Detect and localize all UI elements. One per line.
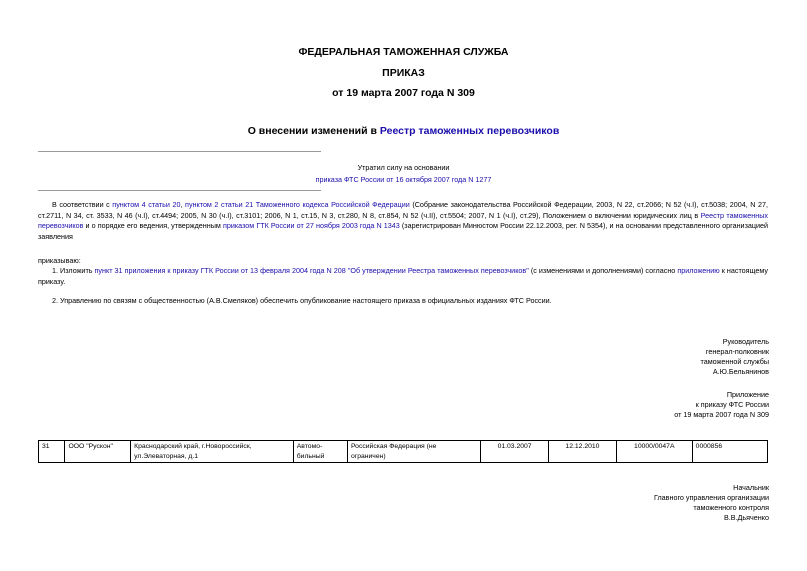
document-title [0,125,807,137]
item1-text: 1. Изложить [52,266,95,275]
appendix-title: Приложение [726,390,769,399]
signature-rank: генерал-полковник [705,347,769,356]
transport-type-line: Автомо- [296,443,323,450]
address-line: Краснодарский край, г.Новороссийск, [134,443,252,450]
status-note-link-row [0,174,807,186]
signature-name: А.Ю.Бельянинов [712,367,769,376]
item1-text: (с изменениями и дополнениями) согласно [528,266,678,275]
preamble-text: (зарегистрирован Минюстом России 22.12.2003, рег. N 5354), и на основании представленного организацией заявления [38,221,768,241]
zone-line: ограничен) [350,452,386,460]
transport-type-line: бильный [296,452,325,460]
appendix-header [674,390,769,420]
zone-line: Российская Федерация (не [350,443,437,450]
link-art20[interactable]: пунктом 4 статьи 20 [112,200,181,209]
agency-name: ФЕДЕРАЛЬНАЯ ТАМОЖЕННАЯ СЛУЖБА [298,46,509,58]
order-word: приказываю: [38,256,81,265]
preamble-text: В соответствии с [52,200,113,209]
cell-certificate: 0000856 [692,441,767,463]
title-prefix: О внесении изменений в [247,125,380,137]
title-link-registry[interactable]: Реестр таможенных перевозчиков [379,125,560,137]
preamble-text: , [180,200,186,209]
preamble-text: (Собрание законодательства Российской Федерации, 2003, N 22, ст.2066; N 52 (ч.I), ст.5038; 2004, N 27, ст.2711, N 34, ст. 3533, N 46 (ч.I), ст.4494; 2005, N 30 (ч.I), ст.3101; 2006, N 1, ст.15, N 3, ст.280, N 8, ст.854, N 52 (ч.II), ст.5504; 2007, N 1 (ч.I), ст.29), Положением о включении юридических лиц в [38,200,769,220]
item-2: 2. Управлению по связям с общественностью (А.В.Смеляков) обеспечить опубликование настоящего приказа в официальных изданиях ФТС России. [52,296,552,305]
address-line: ул.Элеваторная, д.1 [134,452,199,460]
cell-num: 31 [39,441,65,463]
signature-service: таможенной службы [700,357,769,366]
footer-position: Начальник [733,483,769,492]
link-order-1343[interactable]: приказом ГТК России от 27 ноября 2003 года N 1343 [222,221,400,230]
signature-head [701,337,769,377]
cell-date-to: 12.12.2010 [549,441,617,463]
link-art21-customs-code[interactable]: пунктом 2 статьи 21 Таможенного кодекса Российской Федерации [185,200,410,209]
table-row [39,441,768,463]
signature-footer [654,483,769,523]
cell-org: ООО "Рускон" [65,441,131,463]
cell-number: 10000/0047А [616,441,692,463]
footer-department: Главного управления организации [654,493,769,502]
cell-address [131,441,294,463]
signature-position: Руководитель [722,337,769,346]
divider-bottom [38,190,321,191]
preamble-text: и о порядке его ведения, утвержденным [83,221,223,230]
footer-name: В.В.Дьяченко [723,513,769,522]
document-date: от 19 марта 2007 года N 309 [332,87,475,99]
item1-text: к настоящему приказу. [38,266,768,286]
registry-table [38,440,768,463]
cell-transport-type [293,441,347,463]
appendix-ref: к приказу ФТС России [695,400,769,409]
link-appendix[interactable]: приложению [677,266,720,275]
repeal-order-link[interactable]: приказа ФТС России от 16 октября 2007 года N 1277 [315,175,492,184]
document-type: ПРИКАЗ [382,67,425,79]
item-1 [38,266,768,287]
cell-zone [347,441,480,463]
link-registry[interactable]: Реестр таможенных перевозчиков [38,210,768,230]
link-point-31[interactable]: пункт 31 приложения к приказу ГТК России от 13 февраля 2004 года N 208 "Об утверждении Реестра таможенных перевозчиков" [94,266,529,275]
preamble-paragraph [38,200,768,242]
divider-top [38,151,321,152]
appendix-date: от 19 марта 2007 года N 309 [674,410,769,419]
status-note-line: Утратил силу на основании [357,163,450,172]
footer-department-2: таможенного контроля [693,503,769,512]
cell-date-from: 01.03.2007 [481,441,549,463]
